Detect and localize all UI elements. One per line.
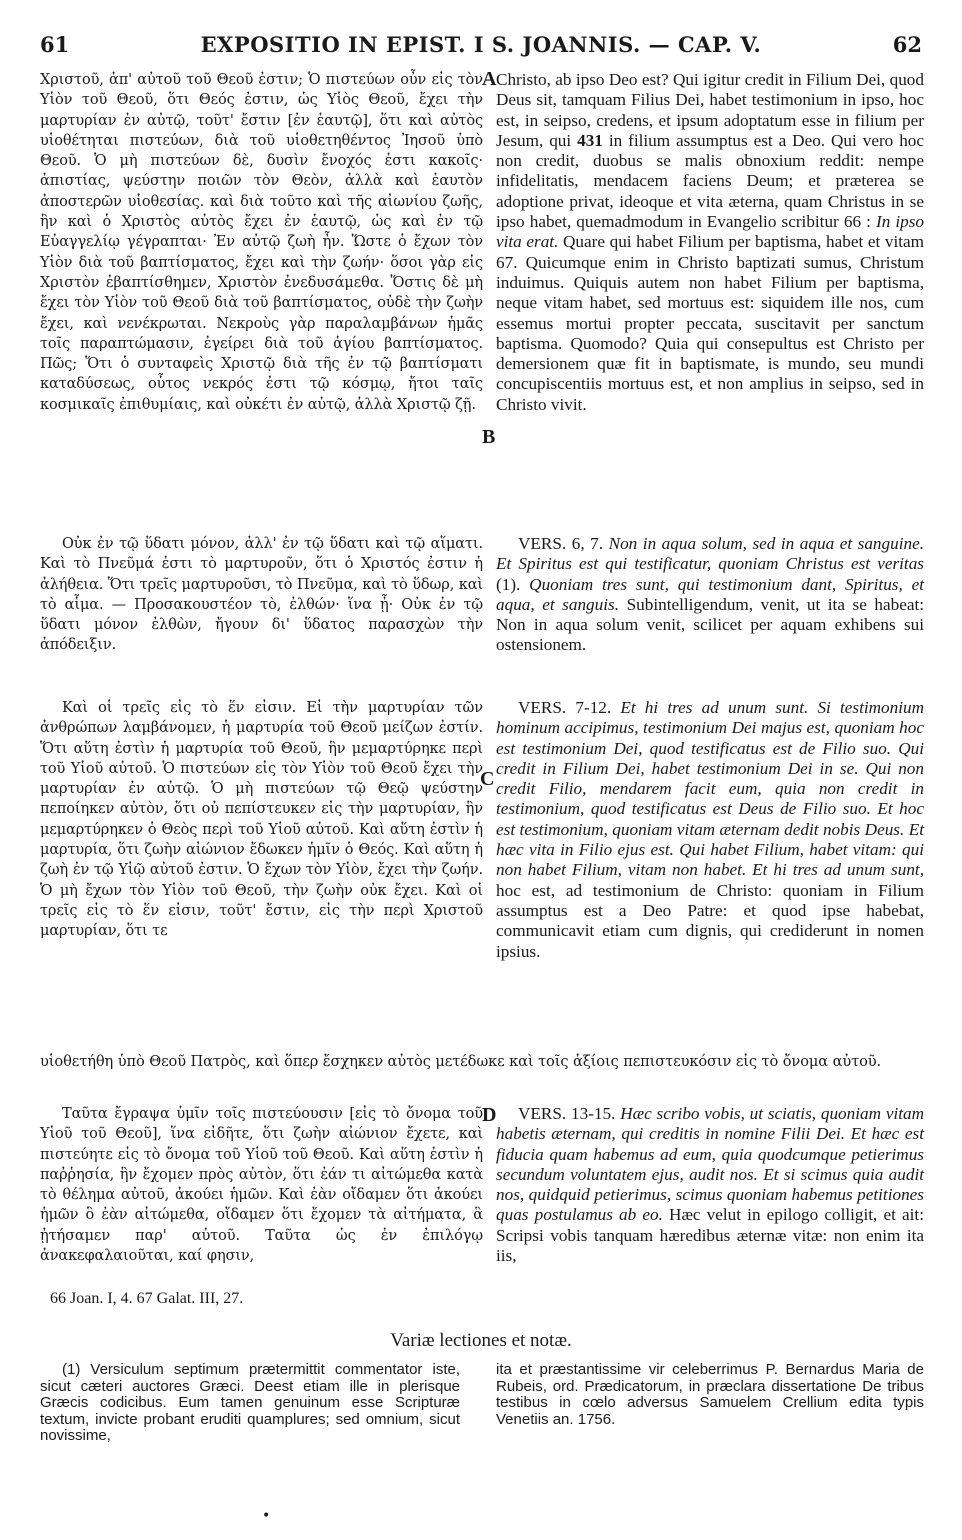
notes-right-column — [496, 1362, 924, 1428]
greek-column-part-3 — [40, 698, 483, 942]
greek-column-part-1 — [40, 70, 483, 415]
notes-left-column — [40, 1362, 460, 1445]
note-1-text: (1) Versiculum septimum prætermittit commentator iste, sicut cæteri auctores Græci. Deest etiam ille in plerisque Græcis codicibus. Eum tamen genuinum esse Scripturæ textum, invicte probant eruditi quamplures; sed omnium, sicut novissime, — [40, 1361, 460, 1445]
latin-paragraph-2: VERS. 6, 7. Non in aqua solum, sed in aqua et sanguine. Et Spiritus est qui testificatur, quoniam Christus est veritas (1). Quoniam tres sunt, qui testimonium dant, Spiritus, et aqua, et sanguis. Subintelligendum, venit, ut ita se habeat: Non in aqua solum venit, scilicet per aquam exhibens sui ostensionem. — [496, 534, 925, 655]
running-title: EXPOSITIO IN EPIST. I S. JOANNIS. — CAP. V. — [200, 32, 762, 57]
latin-column-part-2 — [496, 534, 924, 656]
margin-letter-a: A — [482, 68, 497, 90]
greek-paragraph-3-continuation: υἱοθετήθη ὑπὸ Θεοῦ Πατρὸς, καὶ ὅπερ ἔσχηκεν αὐτὸς μετέδωκε καὶ τοῖς ἀξίοις πεπιστευκόσιν εἰς τὸ ὄνομα αὐτοῦ. — [40, 1053, 882, 1070]
bottom-mark: • — [262, 1508, 271, 1524]
greek-column-part-4 — [40, 1104, 483, 1266]
greek-paragraph-2: Οὐκ ἐν τῷ ὕδατι μόνον, ἀλλ' ἐν τῷ ὕδατι καὶ τῷ αἵματι. Καὶ τὸ Πνεῦμά ἐστι τὸ μαρτυροῦν, ὅτι ὁ Χριστός ἐστιν ἡ ἀλήθεια. Ὅτι τρεῖς μαρτυροῦσι, τὸ Πνεῦμα, καὶ τὸ ὕδωρ, καὶ τὸ αἷμα. — Προσακουστέον τὸ, ἐλθών· ἵνα ᾖ· Οὐκ ἐν τῷ ὕδατι μόνον ἐλθὼν, ἤγουν δι' ὕδατος παρασχὼν τὴν ἀπόδειξιν. — [40, 536, 483, 654]
greek-paragraph-4: Ταῦτα ἔγραψα ὑμῖν τοῖς πιστεύουσιν [εἰς τὸ ὄνομα τοῦ Υἱοῦ τοῦ Θεοῦ], ἵνα εἰδῆτε, ὅτι ζωὴν αἰώνιον ἔχετε, καὶ πιστεύητε εἰς τὸ ὄνομα τοῦ Υἱοῦ τοῦ Θεοῦ. Καὶ αὕτη ἐστὶν ἡ παῤῥησία, ἣν ἔχομεν πρὸς αὐτὸν, ὅτι ἐάν τι αἰτώμεθα κατὰ τὸ θέλημα αὐτοῦ, ἀκούει ἡμῶν. Καὶ ἐὰν οἴδαμεν ὅτι ἀκούει ἡμῶν ὃ ἐὰν αἰτώμεθα, οἴδαμεν ὅτι ἔχομεν τὰ αἰτήματα, ἃ ᾐτήσαμεν παρ' αὐτοῦ. Ταῦτα ὡς ἐν ἐπιλόγῳ ἀνακεφαλαιοῦται, καί φησιν, — [40, 1106, 483, 1265]
latin-paragraph-1: Christo, ab ipso Deo est? Qui igitur credit in Filium Dei, quod Deus sit, tamquam Filius Dei, habet testimonium in ipso, hoc est, in seipso, credens, et ipsum adoptatum esse in filium per Jesum, qui 431 in filium assumptus est a Deo. Qui vero hoc non credit, duobus se malis obnoxium reddit: nempe infidelitatis, mendacem faciens Deum; et præterea se adoptione privat, ideoque et vita æterna, quam Christus in se ipso habet, quemadmodum in Evangelio scribitur 66 : In ipso vita erat. Quare qui habet Filium per baptisma, habet et vitam 67. Quicumque enim in Christo baptizati sumus, Christum induimus. Quiquis autem non habet Filium per baptisma, neque vitam habet, sed mortuus est: siquidem ille nos, cum essemus mortui propter peccata, suscitavit per sanctum baptisma. Quomodo? Quia qui consepultus est Christo per demersionem quæ fit in baptismate, is mundo, seu mundi concupiscentiis mortuus est, et non amplius in seipso, sed in Christo vivit. — [496, 70, 925, 414]
margin-letter-d: D — [482, 1104, 497, 1126]
page-header — [40, 32, 922, 62]
note-1-continuation: ita et præstantissime vir celeberrimus P. Bernardus Maria de Rubeis, ord. Prædicatorum, in præclara dissertatione De tribus testibus in cœlo adversus Samuelem Crellium edita typis Venetiis an. 1756. — [496, 1361, 924, 1428]
latin-paragraph-3: VERS. 7-12. Et hi tres ad unum sunt. Si testimonium hominum accipimus, testimonium Dei majus est, quoniam hoc est testimonium Dei, quod testificatus est de Filio suo. Qui credit in Filium Dei, habet testimonium Dei in se. Qui non credit Filio, mendarem facit eum, quia non credit in testimonium, quod testificatus est Deus de Filio suo. Et hoc est testimonium, quoniam vitam æternam dedit nobis Deus. Et hæc vita in Filio ejus est. Qui habet Filium, habet vitam: qui non habet Filium, vitam non habet. Et hi tres ad unum sunt, hoc est, ad testimonium de Christo: quoniam in Filium assumptus est a Deo Patre: et quod ipse habebat, communicavit etiam cum dignis, qui crediderunt in nomen ipsius. — [496, 698, 925, 961]
margin-letter-b: B — [482, 426, 496, 448]
page-number-right: 62 — [892, 32, 922, 57]
greek-column-part-2 — [40, 534, 483, 656]
greek-paragraph-3: Καὶ οἱ τρεῖς εἰς τὸ ἕν εἰσιν. Εἰ τὴν μαρτυρίαν τῶν ἀνθρώπων λαμβάνομεν, ἡ μαρτυρία τοῦ Θεοῦ μείζων ἐστίν. Ὅτι αὕτη ἐστὶν ἡ μαρτυρία τοῦ Θεοῦ, ἣν μεμαρτύρηκε περὶ τοῦ Υἱοῦ αὐτοῦ. Ὁ πιστεύων εἰς τὸν Υἱὸν τοῦ Θεοῦ ἔχει τὴν μαρτυρίαν ἐν αὐτῷ. Ὁ μὴ πιστεύων τῷ Θεῷ ψεύστην πεποίηκεν αὐτὸν, ὅτι οὐ πεπίστευκεν εἰς τὴν μαρτυρίαν, ἣν μεμαρτύρηκεν ὁ Θεὸς περὶ τοῦ Υἱοῦ αὐτοῦ. Καὶ αὕτη ἐστὶν ἡ μαρτυρία, ὅτι ζωὴν αἰώνιον ἔδωκεν ἡμῖν ὁ Θεός. Καὶ αὕτη ἡ ζωὴ ἐν τῷ Υἱῷ αὐτοῦ ἐστιν. Ὁ ἔχων τὸν Υἱὸν, ἔχει τὴν ζωήν. Ὁ μὴ ἔχων τὸν Υἱὸν τοῦ Θεοῦ, τὴν ζωὴν οὐκ ἔχει. Καὶ οἱ τρεῖς εἰς τὸ ἕν εἰσιν, τοῦτ' ἔστιν, εἰς τὴν περὶ Χριστοῦ μαρτυρίαν, ὅτι τε — [40, 700, 483, 940]
variae-lectiones-title: Variæ lectiones et notæ. — [390, 1330, 572, 1351]
latin-column-part-4 — [496, 1104, 924, 1266]
margin-letter-c: C — [480, 768, 495, 790]
latin-paragraph-4: VERS. 13-15. Hæc scribo vobis, ut sciatis, quoniam vitam habetis æternam, qui creditis in nomine Filii Dei. Et hæc est fiducia quam habemus ad eum, quia quodcumque petierimus secundum voluntatem ejus, audit nos. Et si scimus quia audit nos, quidquid petierimus, scimus quoniam habemus petitiones quas postulamus ab eo. Hæc velut in epilogo colligit, et ait: Scripsi vobis tanquam hæredibus æternæ vitæ: non enim ita iis, — [496, 1104, 924, 1266]
latin-column-part-3 — [496, 698, 924, 962]
greek-paragraph-1: Χριστοῦ, ἀπ' αὐτοῦ τοῦ Θεοῦ ἐστιν; Ὁ πιστεύων οὖν εἰς τὸν Υἱὸν τοῦ Θεοῦ, ὅτι Θεός ἐστιν, ὡς Υἱὸς Θεοῦ, ἔχει τὴν μαρτυρίαν ἐν αὐτῷ, τοῦτ' ἔστιν [ἐν ἑαυτῷ], ὅτι καὶ αὐτὸς υἱοθέτηται πιστεύων, διὰ τοῦ υἱοθετηθέντος Ἰησοῦ ὑπὸ Θεοῦ. Ὁ μὴ πιστεύων δὲ, δυσὶν ἔνοχός ἐστι κακοῖς· ἀπιστίας, ψεύστην ποιῶν τὸν Θεὸν, ἀλλὰ καὶ ἑαυτὸν ἀποστερῶν υἱοθεσίας. καὶ διὰ τοῦτο καὶ τῆς αἰωνίου ζωῆς, ἣν καὶ ὁ Χριστὸς αὐτὸς ἔχει ἐν ἑαυτῷ, ὡς καὶ ἐν τῷ Εὐαγγελίῳ γέγραπται· Ἐν αὐτῷ ζωὴ ἦν. Ὥστε ὁ ἔχων τὸν Υἱὸν διὰ τοῦ βαπτίσματος, ἔχει καὶ τὴν ζωήν· ὅσοι γὰρ εἰς Χριστὸν ἐβαπτίσθημεν, Χριστὸν ἐνεδυσάμεθα. Ὅστις δὲ μὴ ἔχει τὸν Υἱὸν τοῦ Θεοῦ διὰ τοῦ βαπτίσματος, οὐδὲ τὴν ζωὴν ἔχει, καὶ νενέκρωται. Νεκροὺς γὰρ παραλαμβάνων ἡμᾶς τοῖς παραπτώμασιν, ἐγείρει διὰ τοῦ ἁγίου βαπτίσματος. Πῶς; Ὅτι ὁ συνταφεὶς Χριστῷ διὰ τῆς ἐν τῷ βαπτίσματι καταδύσεως, οὗτος νεκρός ἐστι τῷ κόσμῳ, ἤτοι ταῖς κοσμικαῖς ἐπιθυμίαις, καὶ οὐκέτι ἐν αὐτῷ, ἀλλὰ Χριστῷ ζῇ. — [40, 72, 483, 413]
page-number-left: 61 — [40, 32, 70, 57]
latin-column-part-1 — [496, 70, 924, 415]
greek-full-width-line — [40, 1052, 920, 1072]
footnotes: 66 Joan. I, 4. 67 Galat. III, 27. — [50, 1290, 244, 1307]
margin-column-number: 431 — [577, 130, 603, 150]
